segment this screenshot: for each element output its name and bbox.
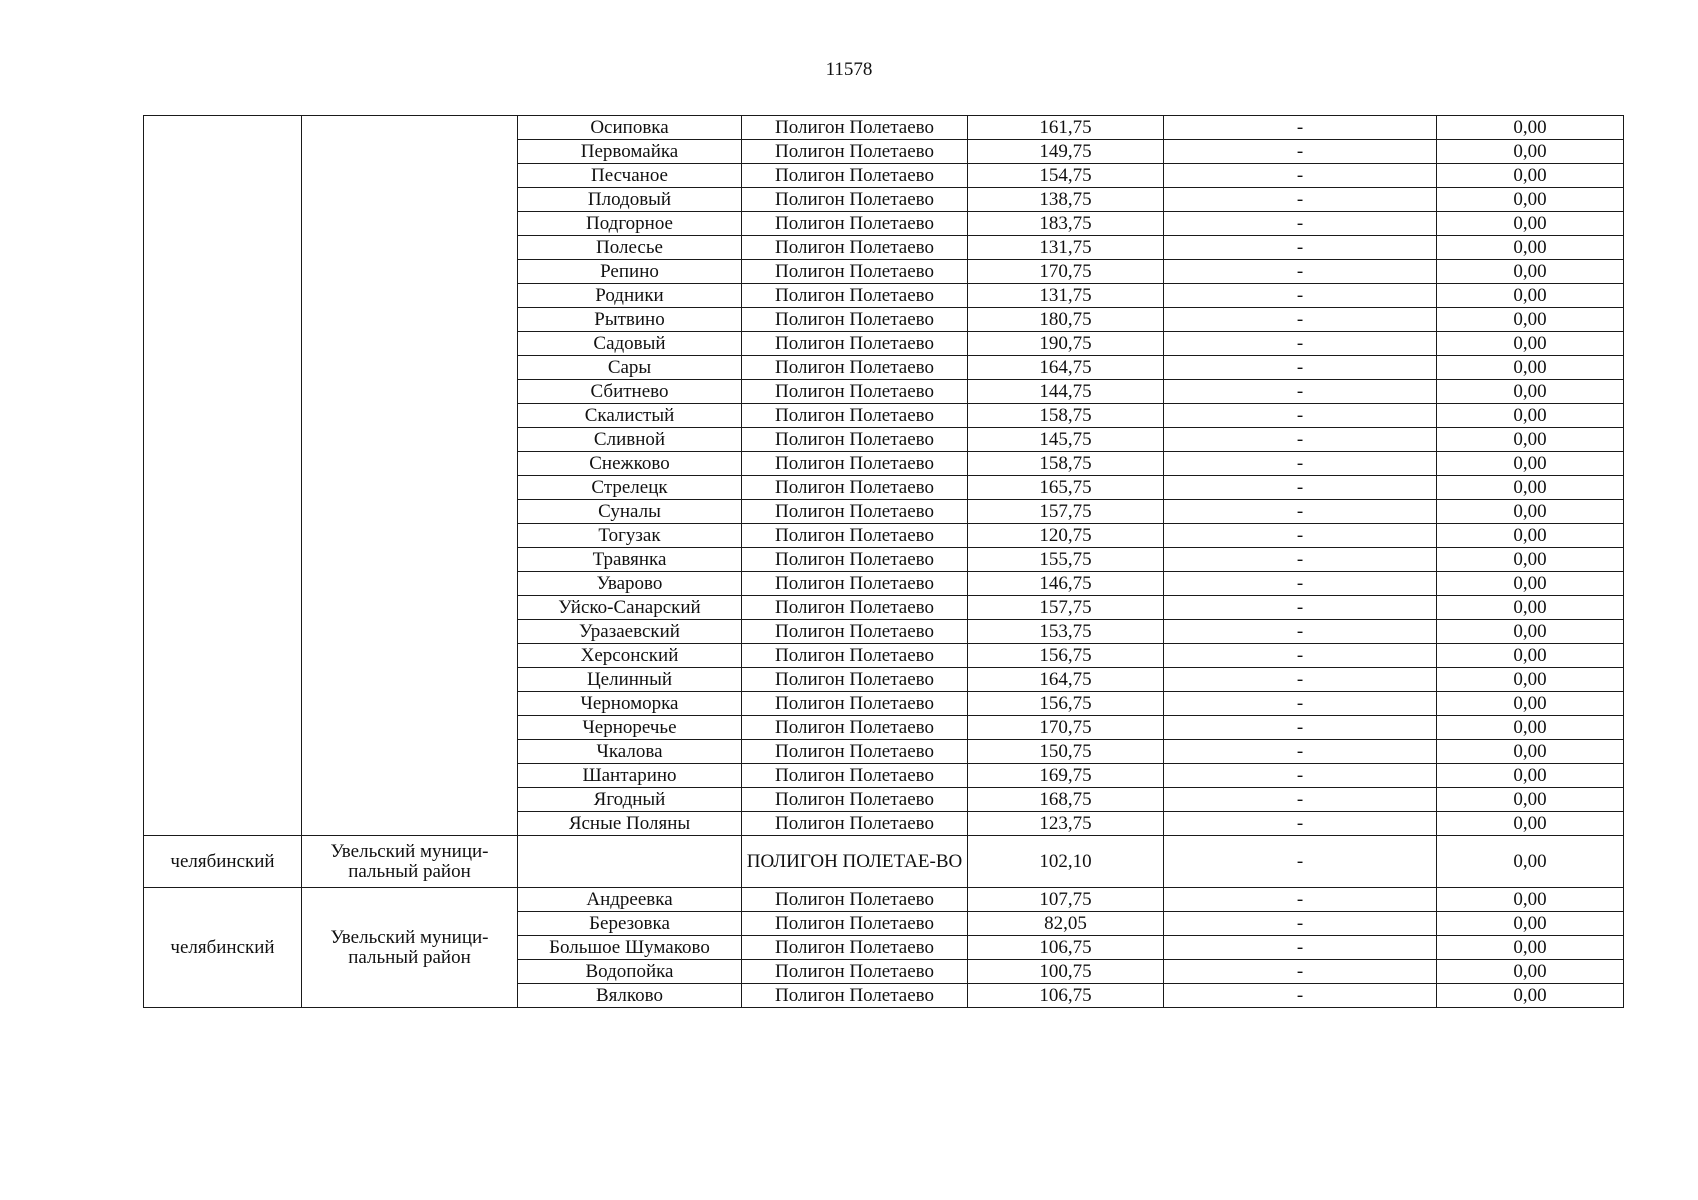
district-cell: Увельский муници-пальный район [302,836,518,888]
dash-cell: - [1164,212,1437,236]
dash-cell: - [1164,116,1437,140]
distance-cell: 158,75 [968,452,1164,476]
distance-cell: 170,75 [968,260,1164,284]
value-cell: 0,00 [1437,500,1624,524]
landfill-cell: Полигон Полетаево [742,788,968,812]
settlement-cell: Родники [518,284,742,308]
distance-cell: 156,75 [968,692,1164,716]
table-row [144,116,1624,140]
distance-cell: 144,75 [968,380,1164,404]
distance-cell: 149,75 [968,140,1164,164]
distance-cell: 164,75 [968,356,1164,380]
table-row [144,888,1624,912]
dash-cell: - [1164,572,1437,596]
value-cell: 0,00 [1437,960,1624,984]
landfill-cell: Полигон Полетаево [742,188,968,212]
settlement-cell: Вялково [518,984,742,1008]
value-cell: 0,00 [1437,812,1624,836]
dash-cell: - [1164,836,1437,888]
dash-cell: - [1164,960,1437,984]
distance-cell: 154,75 [968,164,1164,188]
distance-cell: 123,75 [968,812,1164,836]
value-cell: 0,00 [1437,524,1624,548]
landfill-cell: Полигон Полетаево [742,936,968,960]
distance-cell: 138,75 [968,188,1164,212]
value-cell: 0,00 [1437,692,1624,716]
settlement-cell: Ясные Поляны [518,812,742,836]
settlement-cell: Первомайка [518,140,742,164]
settlement-cell: Сливной [518,428,742,452]
dash-cell: - [1164,788,1437,812]
landfill-cell: Полигон Полетаево [742,308,968,332]
dash-cell: - [1164,356,1437,380]
value-cell: 0,00 [1437,236,1624,260]
value-cell: 0,00 [1437,644,1624,668]
distance-cell: 120,75 [968,524,1164,548]
landfill-cell: Полигон Полетаево [742,116,968,140]
distance-cell: 131,75 [968,284,1164,308]
landfill-distance-table [143,115,1624,1008]
landfill-cell: Полигон Полетаево [742,548,968,572]
settlement-cell: Уйско-Санарский [518,596,742,620]
value-cell: 0,00 [1437,188,1624,212]
dash-cell: - [1164,188,1437,212]
dash-cell: - [1164,260,1437,284]
landfill-cell: Полигон Полетаево [742,644,968,668]
distance-cell: 170,75 [968,716,1164,740]
table-body [144,116,1624,1008]
distance-cell: 100,75 [968,960,1164,984]
distance-cell: 183,75 [968,212,1164,236]
settlement-cell: Водопойка [518,960,742,984]
value-cell: 0,00 [1437,788,1624,812]
value-cell: 0,00 [1437,260,1624,284]
settlement-cell: Скалистый [518,404,742,428]
dash-cell: - [1164,404,1437,428]
dash-cell: - [1164,596,1437,620]
value-cell: 0,00 [1437,572,1624,596]
landfill-cell: Полигон Полетаево [742,236,968,260]
dash-cell: - [1164,716,1437,740]
page-number: 11578 [825,59,873,80]
settlement-cell: Черноморка [518,692,742,716]
dash-cell: - [1164,740,1437,764]
distance-cell: 146,75 [968,572,1164,596]
dash-cell: - [1164,236,1437,260]
settlement-cell: Травянка [518,548,742,572]
value-cell: 0,00 [1437,164,1624,188]
landfill-cell: Полигон Полетаево [742,260,968,284]
settlement-cell: Сары [518,356,742,380]
distance-cell: 150,75 [968,740,1164,764]
settlement-cell: Осиповка [518,116,742,140]
dash-cell: - [1164,524,1437,548]
dash-cell: - [1164,164,1437,188]
distance-cell: 180,75 [968,308,1164,332]
dash-cell: - [1164,644,1437,668]
distance-cell: 82,05 [968,912,1164,936]
dash-cell: - [1164,284,1437,308]
settlement-cell: Садовый [518,332,742,356]
settlement-cell [518,836,742,888]
distance-cell: 157,75 [968,500,1164,524]
value-cell: 0,00 [1437,476,1624,500]
value-cell: 0,00 [1437,284,1624,308]
settlement-cell: Репино [518,260,742,284]
distance-cell: 165,75 [968,476,1164,500]
dash-cell: - [1164,332,1437,356]
dash-cell: - [1164,500,1437,524]
settlement-cell: Ягодный [518,788,742,812]
landfill-cell: Полигон Полетаево [742,960,968,984]
dash-cell: - [1164,380,1437,404]
landfill-cell: Полигон Полетаево [742,332,968,356]
value-cell: 0,00 [1437,764,1624,788]
distance-cell: 164,75 [968,668,1164,692]
landfill-cell: Полигон Полетаево [742,740,968,764]
landfill-cell: Полигон Полетаево [742,596,968,620]
value-cell: 0,00 [1437,332,1624,356]
landfill-cell: Полигон Полетаево [742,764,968,788]
distance-cell: 145,75 [968,428,1164,452]
distance-cell: 102,10 [968,836,1164,888]
value-cell: 0,00 [1437,116,1624,140]
settlement-cell: Плодовый [518,188,742,212]
dash-cell: - [1164,912,1437,936]
landfill-cell: Полигон Полетаево [742,524,968,548]
landfill-cell: Полигон Полетаево [742,380,968,404]
dash-cell: - [1164,620,1437,644]
zone-cell: челябинский [144,836,302,888]
dash-cell: - [1164,888,1437,912]
landfill-cell: Полигон Полетаево [742,500,968,524]
settlement-cell: Уразаевский [518,620,742,644]
settlement-cell: Чкалова [518,740,742,764]
landfill-cell: Полигон Полетаево [742,212,968,236]
landfill-cell: Полигон Полетаево [742,912,968,936]
district-cell: Увельский муници-пальный район [302,888,518,1008]
settlement-cell: Большое Шумаково [518,936,742,960]
settlement-cell: Песчаное [518,164,742,188]
landfill-cell: Полигон Полетаево [742,404,968,428]
dash-cell: - [1164,452,1437,476]
settlement-cell: Рытвино [518,308,742,332]
zone-cell [144,116,302,836]
settlement-cell: Сбитнево [518,380,742,404]
dash-cell: - [1164,692,1437,716]
landfill-cell: Полигон Полетаево [742,284,968,308]
value-cell: 0,00 [1437,356,1624,380]
settlement-cell: Тогузак [518,524,742,548]
landfill-cell: Полигон Полетаево [742,888,968,912]
landfill-cell: Полигон Полетаево [742,164,968,188]
settlement-cell: Березовка [518,912,742,936]
zone-cell: челябинский [144,888,302,1008]
landfill-cell: Полигон Полетаево [742,620,968,644]
table-row [144,836,1624,888]
distance-cell: 106,75 [968,936,1164,960]
value-cell: 0,00 [1437,308,1624,332]
landfill-cell: Полигон Полетаево [742,692,968,716]
settlement-cell: Целинный [518,668,742,692]
distance-cell: 168,75 [968,788,1164,812]
dash-cell: - [1164,140,1437,164]
dash-cell: - [1164,428,1437,452]
settlement-cell: Шантарино [518,764,742,788]
dash-cell: - [1164,812,1437,836]
landfill-cell: Полигон Полетаево [742,812,968,836]
value-cell: 0,00 [1437,668,1624,692]
dash-cell: - [1164,476,1437,500]
landfill-cell: Полигон Полетаево [742,716,968,740]
landfill-cell: Полигон Полетаево [742,356,968,380]
settlement-cell: Снежково [518,452,742,476]
dash-cell: - [1164,936,1437,960]
landfill-cell: Полигон Полетаево [742,452,968,476]
distance-cell: 158,75 [968,404,1164,428]
landfill-cell: Полигон Полетаево [742,984,968,1008]
value-cell: 0,00 [1437,212,1624,236]
dash-cell: - [1164,984,1437,1008]
value-cell: 0,00 [1437,428,1624,452]
value-cell: 0,00 [1437,740,1624,764]
dash-cell: - [1164,764,1437,788]
value-cell: 0,00 [1437,836,1624,888]
settlement-cell: Суналы [518,500,742,524]
landfill-cell: Полигон Полетаево [742,476,968,500]
dash-cell: - [1164,548,1437,572]
value-cell: 0,00 [1437,548,1624,572]
value-cell: 0,00 [1437,620,1624,644]
settlement-cell: Стрелецк [518,476,742,500]
settlement-cell: Андреевка [518,888,742,912]
dash-cell: - [1164,308,1437,332]
settlement-cell: Полесье [518,236,742,260]
landfill-cell: Полигон Полетаево [742,428,968,452]
settlement-cell: Херсонский [518,644,742,668]
settlement-cell: Уварово [518,572,742,596]
distance-cell: 169,75 [968,764,1164,788]
landfill-cell: Полигон Полетаево [742,668,968,692]
dash-cell: - [1164,668,1437,692]
distance-cell: 107,75 [968,888,1164,912]
value-cell: 0,00 [1437,984,1624,1008]
distance-cell: 161,75 [968,116,1164,140]
settlement-cell: Черноречье [518,716,742,740]
landfill-cell: ПОЛИГОН ПОЛЕТАЕ-ВО [742,836,968,888]
district-cell [302,116,518,836]
distance-cell: 190,75 [968,332,1164,356]
distance-cell: 157,75 [968,596,1164,620]
distance-cell: 131,75 [968,236,1164,260]
value-cell: 0,00 [1437,912,1624,936]
settlement-cell: Подгорное [518,212,742,236]
value-cell: 0,00 [1437,936,1624,960]
distance-cell: 106,75 [968,984,1164,1008]
distance-cell: 153,75 [968,620,1164,644]
value-cell: 0,00 [1437,888,1624,912]
distance-cell: 155,75 [968,548,1164,572]
value-cell: 0,00 [1437,596,1624,620]
value-cell: 0,00 [1437,404,1624,428]
value-cell: 0,00 [1437,716,1624,740]
value-cell: 0,00 [1437,452,1624,476]
value-cell: 0,00 [1437,380,1624,404]
distance-cell: 156,75 [968,644,1164,668]
value-cell: 0,00 [1437,140,1624,164]
landfill-cell: Полигон Полетаево [742,572,968,596]
landfill-cell: Полигон Полетаево [742,140,968,164]
